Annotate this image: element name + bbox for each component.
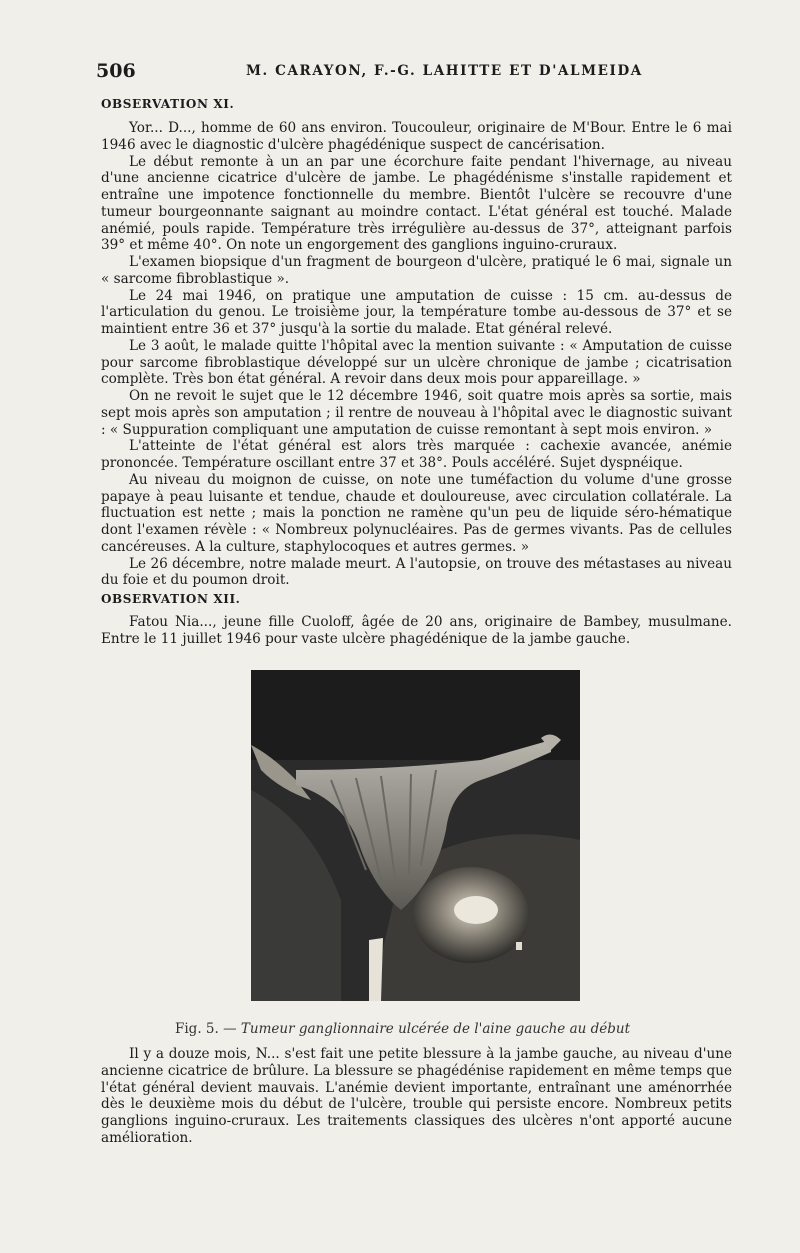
page-number: 506 xyxy=(96,60,136,82)
running-head: M. CARAYON, F.-G. LAHITTE ET D'ALMEIDA xyxy=(246,63,643,79)
photo-illustration xyxy=(251,670,580,1001)
paragraph: Le 3 août, le malade quitte l'hôpital avec la mention suivante : « Amputation de cuisse pour sarcome fibroblastique développé sur un ulcère chronique de jambe ; cicatrisation complète. Très bon état général. A revoir dans deux mois pour appareillage. » xyxy=(101,337,732,388)
observation-11-body xyxy=(101,120,732,589)
paragraph: Au niveau du moignon de cuisse, on note une tuméfaction du volume d'une grosse papaye à peau luisante et tendue, chaude et douloureuse, avec circulation collatérale. La fluctuation est nette ; mais la ponction ne ramène qu'un peu de liquide séro-hématique dont l'examen révèle : « Nombreux polynucléaires. Pas de germes vivants. Pas de cellules cancéreuses. A la culture, staphylocoques et autres germes. » xyxy=(101,471,732,555)
clinical-photograph xyxy=(251,670,580,1001)
figure-label: Fig. 5. xyxy=(175,1021,219,1037)
paragraph: Il y a douze mois, N... s'est fait une petite blessure à la jambe gauche, au niveau d'une ancienne cicatrice de brûlure. La blessure se phagédénise rapidement en même temps que l'état général devient mauvais. L'anémie devient importante, entraînant une aménorrhée dès le deuxième mois du début de l'ulcère, trouble qui persiste encore. Nombreux petits ganglions inguino-cruraux. Les traitements classiques des ulcères n'ont apporté aucune amélioration. xyxy=(101,1046,732,1146)
closing-body xyxy=(101,1046,732,1147)
figure-caption-text: — Tumeur ganglionnaire ulcérée de l'aine gauche au début xyxy=(223,1021,631,1037)
observation-12-heading: OBSERVATION XII. xyxy=(101,592,241,606)
paragraph: Fatou Nia..., jeune fille Cuoloff, âgée de 20 ans, originaire de Bambey, musulmane. Entre le 11 juillet 1946 pour vaste ulcère phagédénique de la jambe gauche. xyxy=(101,614,732,647)
paragraph: L'atteinte de l'état général est alors très marquée : cachexie avancée, anémie prononcée. Température oscillant entre 37 et 38°. Pouls accéléré. Sujet dyspnéique. xyxy=(101,438,732,471)
paragraph: On ne revoit le sujet que le 12 décembre 1946, soit quatre mois après sa sortie, mais sept mois après son amputation ; il rentre de nouveau à l'hôpital avec le diagnostic suivant : « Suppuration compliquant une amputation de cuisse remontant à sept mois environ. » xyxy=(101,388,732,438)
paragraph: Yor... D..., homme de 60 ans environ. Toucouleur, originaire de M'Bour. Entre le 6 mai 1946 avec le diagnostic d'ulcère phagédénique suspect de cancérisation. xyxy=(101,120,732,153)
paragraph: Le 24 mai 1946, on pratique une amputation de cuisse : 15 cm. au-dessus de l'articulation du genou. Le troisième jour, la température tombe au-dessous de 37° et se maintient entre 36 et 37° jusqu'à la sortie du malade. Etat général relevé. xyxy=(101,287,732,337)
observation-11-heading: OBSERVATION XI. xyxy=(101,97,235,111)
observation-12-body xyxy=(101,614,732,648)
paragraph: Le 26 décembre, notre malade meurt. A l'autopsie, on trouve des métastases au niveau du foie et du poumon droit. xyxy=(101,555,732,589)
page-header xyxy=(96,60,736,84)
figure-caption xyxy=(175,1021,675,1037)
paragraph: L'examen biopsique d'un fragment de bourgeon d'ulcère, pratiqué le 6 mai, signale un « sarcome fibroblastique ». xyxy=(101,254,732,287)
paragraph: Le début remonte à un an par une écorchure faite pendant l'hivernage, au niveau d'une ancienne cicatrice d'ulcère de jambe. Le phagédénisme s'installe rapidement et entraîne une impotence fonctionnelle du membre. Bientôt l'ulcère se recouvre d'une tumeur bourgeonnante saignant au moindre contact. L'état général est touché. Malade anémié, pouls rapide. Température très irrégulière au-dessus de 37°, atteignant parfois 39° et même 40°. On note un engorgement des ganglions inguino-cruraux. xyxy=(101,153,732,254)
